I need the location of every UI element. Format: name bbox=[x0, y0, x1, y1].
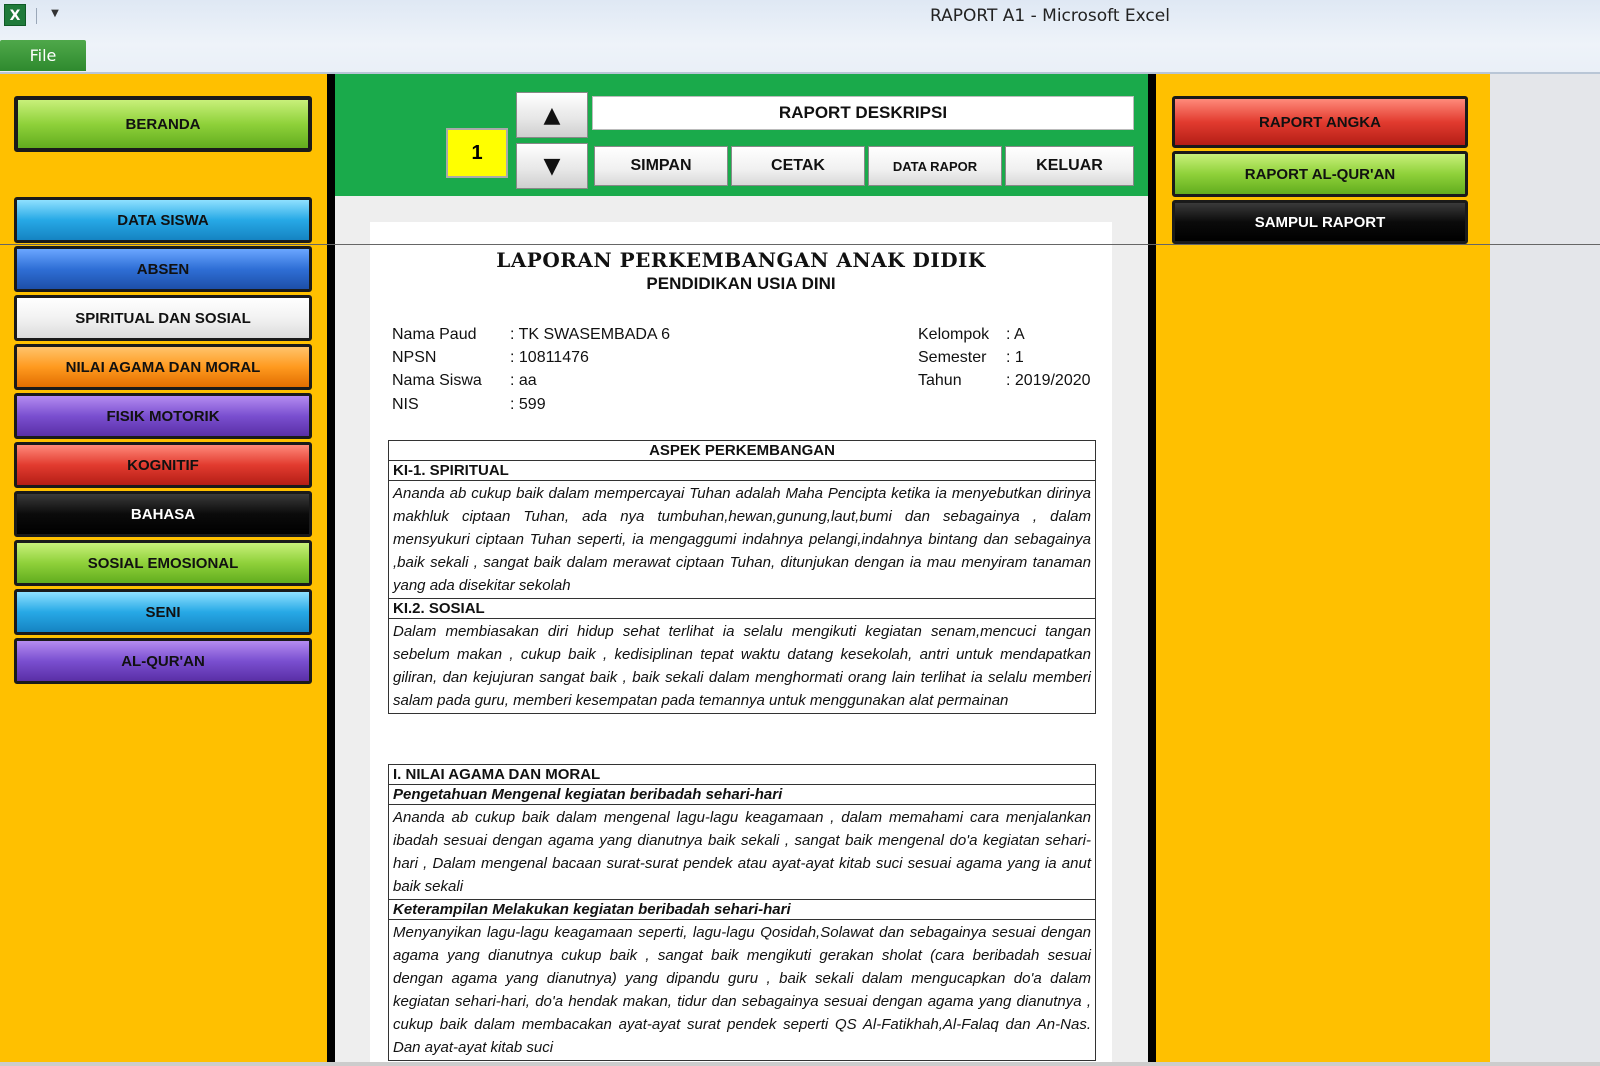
nav-beranda-button[interactable]: BERANDA bbox=[14, 96, 312, 152]
info-label: Nama Siswa bbox=[392, 372, 482, 389]
nav-al-quran-button[interactable]: AL-QUR'AN bbox=[14, 638, 312, 684]
nav-bahasa-button[interactable]: BAHASA bbox=[14, 491, 312, 537]
info-label: Semester bbox=[918, 349, 987, 366]
record-up-button[interactable] bbox=[516, 92, 588, 138]
nav-sampul-raport-button[interactable]: SAMPUL RAPORT bbox=[1172, 200, 1468, 244]
nav-data-siswa-button[interactable]: DATA SISWA bbox=[14, 197, 312, 243]
quick-access-separator bbox=[36, 8, 37, 24]
info-value: : TK SWASEMBADA 6 bbox=[510, 326, 671, 343]
simpan-button[interactable]: SIMPAN bbox=[594, 146, 728, 186]
file-tab[interactable]: File bbox=[0, 40, 86, 71]
nam-table-wrap bbox=[388, 764, 1096, 1061]
info-value: : 10811476 bbox=[510, 349, 589, 366]
aspek-table bbox=[388, 440, 1096, 714]
triangle-up-icon: ▲ bbox=[543, 102, 561, 128]
data-rapor-button[interactable]: DATA RAPOR bbox=[868, 146, 1002, 186]
cetak-button[interactable]: CETAK bbox=[731, 146, 865, 186]
nam-title: I. NILAI AGAMA DAN MORAL bbox=[389, 765, 1096, 785]
aspek-table-wrap bbox=[388, 440, 1096, 714]
report-title: LAPORAN PERKEMBANGAN ANAK DIDIK bbox=[496, 248, 986, 272]
nam-pengetahuan-title: Pengetahuan Mengenal kegiatan beribadah sehari-hari bbox=[389, 785, 1096, 805]
ki2-description: Dalam membiasakan diri hidup sehat terlihat ia selalu mengikuti kegiatan senam,mencuci tangan sebelum makan , cukup baik , kedisiplinan tepat waktu datang kesekolah, antri untuk mendapatkan giliran, dan kejujuran sangat baik , baik sekali dalam menghormati orang lain terlihat ia selalu memberi salam pada guru, memberi kesempatan pada temannya untuk menggunakan alat permainan bbox=[389, 619, 1096, 714]
info-value: : 1 bbox=[1006, 349, 1024, 366]
info-label: Kelompok bbox=[918, 326, 990, 343]
nam-keterampilan-title: Keterampilan Melakukan kegiatan beribadah sehari-hari bbox=[389, 900, 1096, 920]
nam-keterampilan-description: Menyanyikan lagu-lagu keagamaan seperti, lagu-lagu Qosidah,Solawat dan sebagainya sesuai dengan agama yang dianutnya cukup baik , sangat baik mengikuti gerakan sholat (cara beribadah sesuai dengan agama yang dianutnya) yang dipandu guru , baik sekali dalam mengucapkan do'a dalam kegiatan sehari-hari, do'a hendak makan, tidur dan sebagainya sesuai dengan agama yang dianutnya , cukup baik dalam membacakan ayat-ayat surat pendek seperti QS Al-Fatikhah,Al-Falaq dan An-Nas. Dan ayat-ayat kitab suci bbox=[389, 920, 1096, 1061]
info-label: NPSN bbox=[392, 349, 437, 366]
nam-table bbox=[388, 764, 1096, 1061]
nam-pengetahuan-description: Ananda ab cukup baik dalam mengenal lagu-lagu keagamaan , dalam memahami cara menjalankan ibadah sesuai dengan agama yang dianutnya baik sekali , sangat baik mengenal do'a kegiatan sehari-hari , Dalam mengenal bacaan surat-surat pendek atau ayat-ayat kitab suci sesuai agama yang ia anut baik sekali bbox=[389, 805, 1096, 900]
frozen-pane-line bbox=[0, 244, 1600, 245]
nav-fisik-motorik-button[interactable]: FISIK MOTORIK bbox=[14, 393, 312, 439]
triangle-down-icon: ▼ bbox=[543, 153, 561, 179]
record-number-box[interactable]: 1 bbox=[446, 128, 508, 178]
aspek-header: ASPEK PERKEMBANGAN bbox=[389, 441, 1096, 461]
column-divider-left bbox=[327, 74, 335, 1066]
raport-title: RAPORT DESKRIPSI bbox=[592, 96, 1134, 130]
info-label: NIS bbox=[392, 396, 419, 413]
info-value: : A bbox=[1006, 326, 1025, 343]
ki2-title: KI.2. SOSIAL bbox=[389, 599, 1096, 619]
window-title: RAPORT A1 - Microsoft Excel bbox=[930, 6, 1170, 26]
nav-nilai-agama-moral-button[interactable]: NILAI AGAMA DAN MORAL bbox=[14, 344, 312, 390]
info-value: : 2019/2020 bbox=[1006, 372, 1091, 389]
ki1-title: KI-1. SPIRITUAL bbox=[389, 461, 1096, 481]
report-subtitle: PENDIDIKAN USIA DINI bbox=[646, 274, 836, 293]
keluar-button[interactable]: KELUAR bbox=[1005, 146, 1134, 186]
window-title-bar bbox=[0, 0, 1600, 74]
report-document bbox=[370, 222, 1112, 1066]
sheet-empty-area bbox=[1490, 74, 1600, 1066]
quick-access-dropdown-icon[interactable]: ▼ bbox=[51, 8, 59, 19]
nav-sosial-emosional-button[interactable]: SOSIAL EMOSIONAL bbox=[14, 540, 312, 586]
nav-raport-angka-button[interactable]: RAPORT ANGKA bbox=[1172, 96, 1468, 148]
record-down-button[interactable] bbox=[516, 143, 588, 189]
status-bar-edge bbox=[0, 1062, 1600, 1066]
info-label: Nama Paud bbox=[392, 326, 477, 343]
column-divider-right bbox=[1148, 74, 1156, 1066]
excel-icon[interactable]: X bbox=[4, 4, 26, 26]
nav-spiritual-sosial-button[interactable]: SPIRITUAL DAN SOSIAL bbox=[14, 295, 312, 341]
nav-raport-al-quran-button[interactable]: RAPORT AL-QUR'AN bbox=[1172, 151, 1468, 197]
info-value: : 599 bbox=[510, 396, 546, 413]
nav-seni-button[interactable]: SENI bbox=[14, 589, 312, 635]
nav-absen-button[interactable]: ABSEN bbox=[14, 246, 312, 292]
info-value: : aa bbox=[510, 372, 537, 389]
nav-kognitif-button[interactable]: KOGNITIF bbox=[14, 442, 312, 488]
info-label: Tahun bbox=[918, 372, 962, 389]
ki1-description: Ananda ab cukup baik dalam mempercayai Tuhan adalah Maha Pencipta ketika ia menyebutkan dirinya makhluk ciptaan Tuhan, ada nya tumbuhan,hewan,gunung,laut,bumi dan sebagainya , dalam mensyukuri ciptaan Tuhan seperti, ia mengaggumi indahnya pelangi,indahnya bintang dan sebagainya ,baik sekali , sangat baik dalam merawat ciptaan Tuhan, ditunjukan dengan ia mau menyiram tanaman yang ada disekitar sekolah bbox=[389, 481, 1096, 599]
